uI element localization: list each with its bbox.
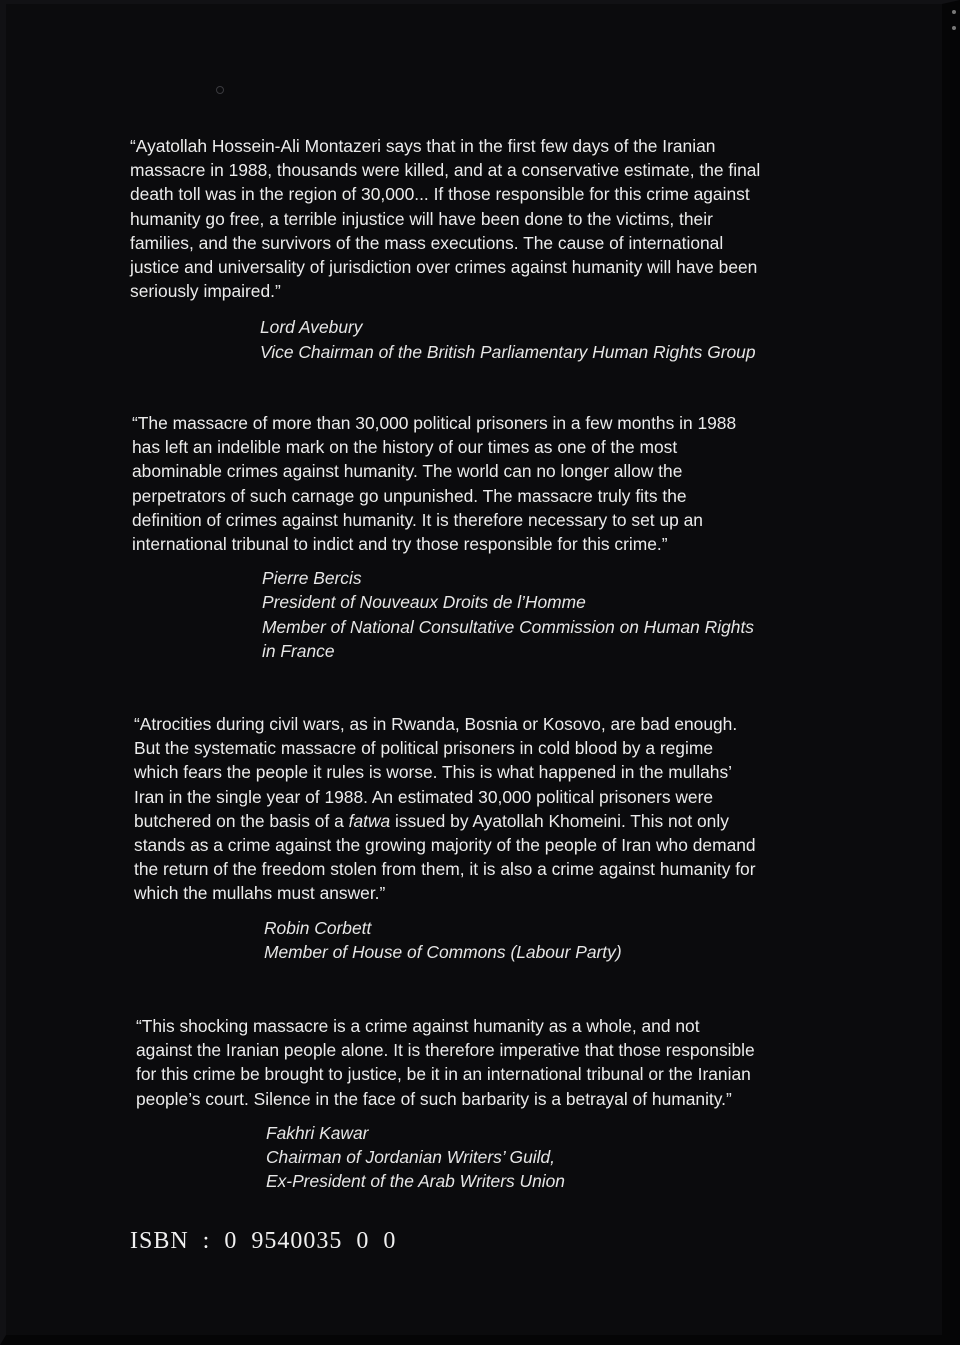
attribution-name: Lord Avebury (260, 317, 363, 338)
quote-block-kawar (136, 1014, 836, 1193)
attribution-title: Member of House of Commons (Labour Party) (264, 941, 622, 962)
quote-block-avebury (130, 134, 830, 364)
isbn-number: ISBN : 0 9540035 0 0 (130, 1228, 397, 1254)
quote-text: “The massacre of more than 30,000 political prisoners in a few months in 1988 has left an indelible mark on the history of our times as one of the most abominable crimes against humanity. The world can no longer allow the perpetrators of such carnage go unpunished. The massacre truly fits the definition of crimes against humanity. It is therefore necessary to set up an international tribunal to indict and try those responsible for this crime.” (132, 413, 737, 555)
quote-block-corbett (134, 712, 834, 964)
quote-text-italic: fatwa (348, 810, 391, 831)
quote-attribution (134, 916, 834, 964)
attribution-title: Member of National Consultative Commission on Human Rights (262, 616, 754, 637)
attribution-title: Ex-President of the Arab Writers Union (266, 1171, 565, 1192)
quote-text-part: issued by Ayatollah Khomeini. This not only stands as a crime against the growing majority of the people of Iran who demand the return of the freedom stolen from them, it is also a crime against humanity for which the mullahs must answer.” (134, 810, 756, 904)
attribution-title: Chairman of Jordanian Writers’ Guild, (266, 1147, 555, 1168)
quote-text: “This shocking massacre is a crime against humanity as a whole, and not against the Iranian people alone. It is therefore imperative that those responsible for this crime be brought to justice, be it in an international tribunal or the Iranian people’s court. Silence in the face of such barbarity is a betrayal of humanity.” (136, 1016, 755, 1109)
quote-text (134, 712, 834, 906)
quote-text-part: “Atrocities during civil wars, as in Rwanda, Bosnia or Kosovo, are bad enough. But the systematic massacre of political prisoners in cold blood by a regime which fears the people it rules is worse. This is what happened in the mullahs’ Iran in the single year of 1988. An estimated 30,000 political prisoners were butchered on the basis of a (134, 714, 738, 831)
attribution-title: Vice Chairman of the British Parliamentary Human Rights Group (260, 341, 756, 362)
attribution-title: in France (262, 640, 335, 661)
spine-mark (952, 10, 956, 14)
spine-mark (952, 26, 956, 30)
quote-attribution (132, 566, 832, 663)
quote-block-bercis (132, 411, 832, 663)
cover-scuff-mark (216, 86, 224, 94)
attribution-name: Robin Corbett (264, 917, 372, 938)
attribution-name: Fakhri Kawar (266, 1122, 369, 1143)
quote-attribution (136, 1121, 836, 1194)
quote-text: “Ayatollah Hossein-Ali Montazeri says that in the first few days of the Iranian massacre in 1988, thousands were killed, and at a conservative estimate, the final death toll was in the region of 30,000... If those responsible for this crime against humanity go free, a terrible injustice will have been done to the victims, their families, and the survivors of the mass executions. The cause of international justice and universality of jurisdiction over crimes against humanity will have been seriously impaired.” (130, 136, 761, 302)
quote-attribution (130, 315, 830, 363)
attribution-name: Pierre Bercis (262, 568, 362, 589)
attribution-title: President of Nouveaux Droits de l’Homme (262, 592, 586, 613)
